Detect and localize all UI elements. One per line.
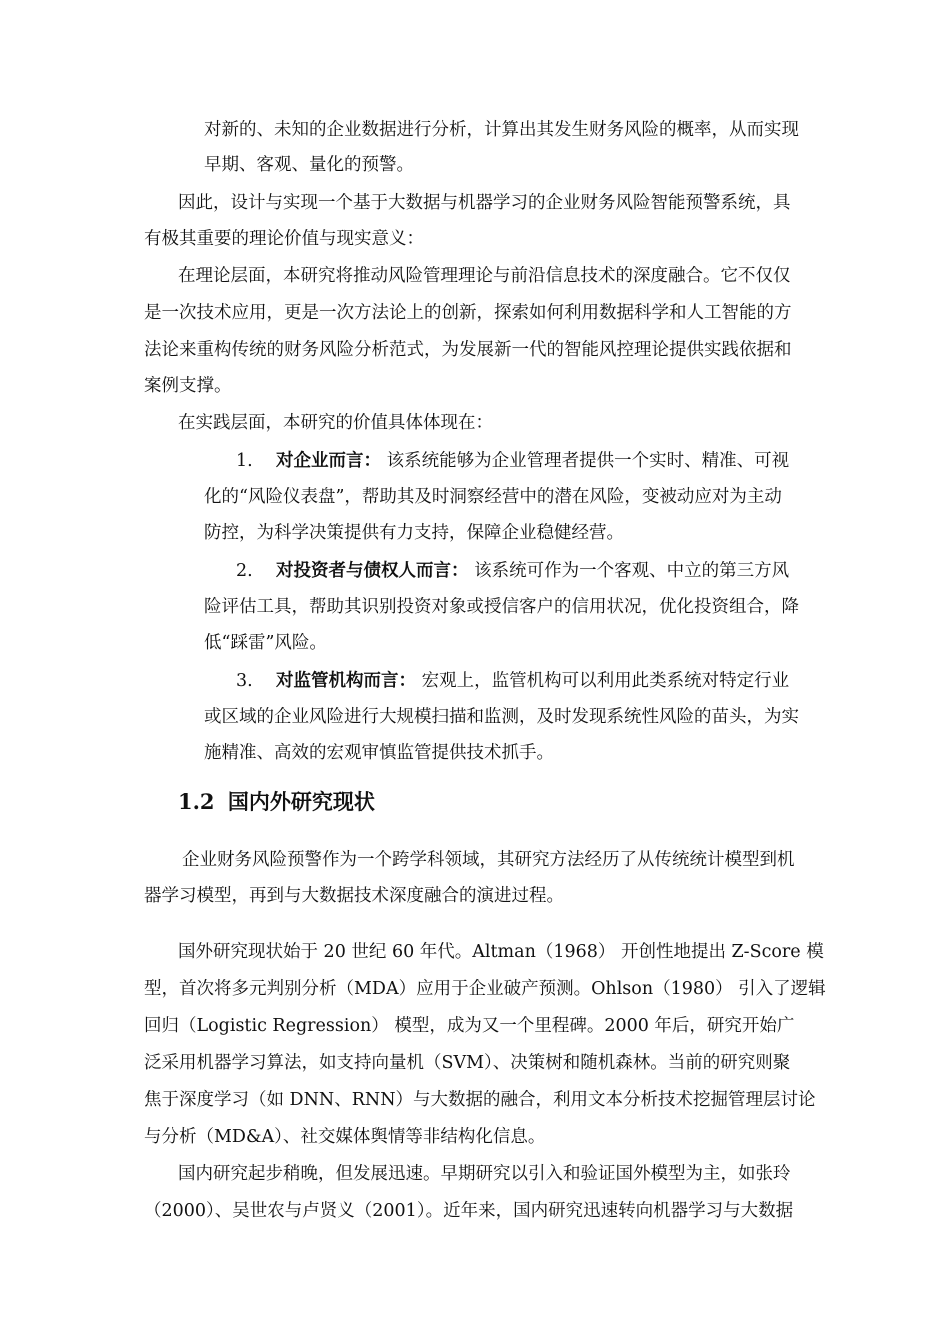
domestic-line-1: 国内研究起步稍晚，但发展迅速。早期研究以引入和验证国外模型为主，如张玲 [178, 1164, 791, 1184]
theory-line-2: 是一次技术应用，更是一次方法论上的创新，探索如何利用数据科学和人工智能的方 [144, 303, 792, 323]
foreign-line-6: 与分析（MD&A）、社交媒体舆情等非结构化信息。 [144, 1127, 546, 1147]
overview-line-1: 企业财务风险预警作为一个跨学科领域，其研究方法经历了从传统统计模型到机 [182, 850, 795, 870]
intro-line-1: 对新的、未知的企业数据进行分析，计算出其发生财务风险的概率，从而实现 [204, 120, 799, 140]
significance-line-2: 有极其重要的理论价值与现实意义： [144, 229, 424, 249]
foreign-line-2: 型，首次将多元判别分析（MDA）应用于企业破产预测。Ohlson（1980） 引入了逻辑 [144, 979, 826, 999]
foreign-line-3: 回归（Logistic Regression） 模型，成为又一个里程碑。2000 年后，研究开始广 [144, 1016, 795, 1036]
list-item-3-line-1 [276, 669, 789, 693]
theory-line-3: 法论来重构传统的财务风险分析范式，为发展新一代的智能风控理论提供实践依据和 [144, 340, 792, 360]
foreign-line-5: 焦于深度学习（如 DNN、RNN）与大数据的融合，利用文本分析技术挖掘管理层讨论 [144, 1090, 816, 1110]
domestic-line-2: （2000）、吴世农与卢贤义（2001）。近年来，国内研究迅速转向机器学习与大数据 [144, 1201, 794, 1221]
overview-line-2: 器学习模型，再到与大数据技术深度融合的演进过程。 [144, 886, 564, 906]
list-item-2-heading: 对投资者与债权人而言： [276, 561, 469, 581]
practice-line-1: 在实践层面，本研究的价值具体体现在： [178, 413, 493, 433]
list-item-3-number: 3. [236, 671, 253, 691]
list-item-1-heading: 对企业而言： [276, 451, 381, 471]
list-item-2-number: 2. [236, 561, 253, 581]
list-item-2-line-2: 险评估工具，帮助其识别投资对象或授信客户的信用状况，优化投资组合，降 [204, 597, 799, 617]
foreign-line-4: 泛采用机器学习算法，如支持向量机（SVM）、决策树和随机森林。当前的研究则聚 [144, 1053, 791, 1073]
section-heading [178, 788, 375, 816]
list-item-2-text: 该系统可作为一个客观、中立的第三方风 [474, 561, 790, 581]
list-item-1-number: 1. [236, 451, 253, 471]
list-item-2-line-1 [276, 559, 789, 583]
list-item-1-line-2: 化的“风险仪表盘”，帮助其及时洞察经营中的潜在风险，变被动应对为主动 [204, 487, 782, 507]
section-number: 1.2 [178, 789, 215, 814]
intro-line-2: 早期、客观、量化的预警。 [204, 155, 414, 175]
theory-line-4: 案例支撑。 [144, 376, 232, 396]
list-item-2-line-3: 低“踩雷”风险。 [204, 633, 327, 653]
list-item-1-text: 该系统能够为企业管理者提供一个实时、精准、可视 [386, 451, 790, 471]
list-item-3-heading: 对监管机构而言： [276, 671, 416, 691]
list-item-1-line-1 [276, 449, 789, 473]
list-item-3-line-2: 或区域的企业风险进行大规模扫描和监测，及时发现系统性风险的苗头，为实 [204, 707, 799, 727]
significance-line-1: 因此，设计与实现一个基于大数据与机器学习的企业财务风险智能预警系统，具 [178, 193, 791, 213]
theory-line-1: 在理论层面，本研究将推动风险管理理论与前沿信息技术的深度融合。它不仅仅 [178, 266, 791, 286]
section-title: 国内外研究现状 [227, 789, 375, 814]
list-item-3-line-3: 施精准、高效的宏观审慎监管提供技术抓手。 [204, 743, 554, 763]
list-item-1-line-3: 防控，为科学决策提供有力支持，保障企业稳健经营。 [204, 523, 624, 543]
list-item-3-text: 宏观上，监管机构可以利用此类系统对特定行业 [421, 671, 790, 691]
foreign-line-1: 国外研究现状始于 20 世纪 60 年代。Altman（1968） 开创性地提出 Z-Score 模 [178, 942, 824, 962]
